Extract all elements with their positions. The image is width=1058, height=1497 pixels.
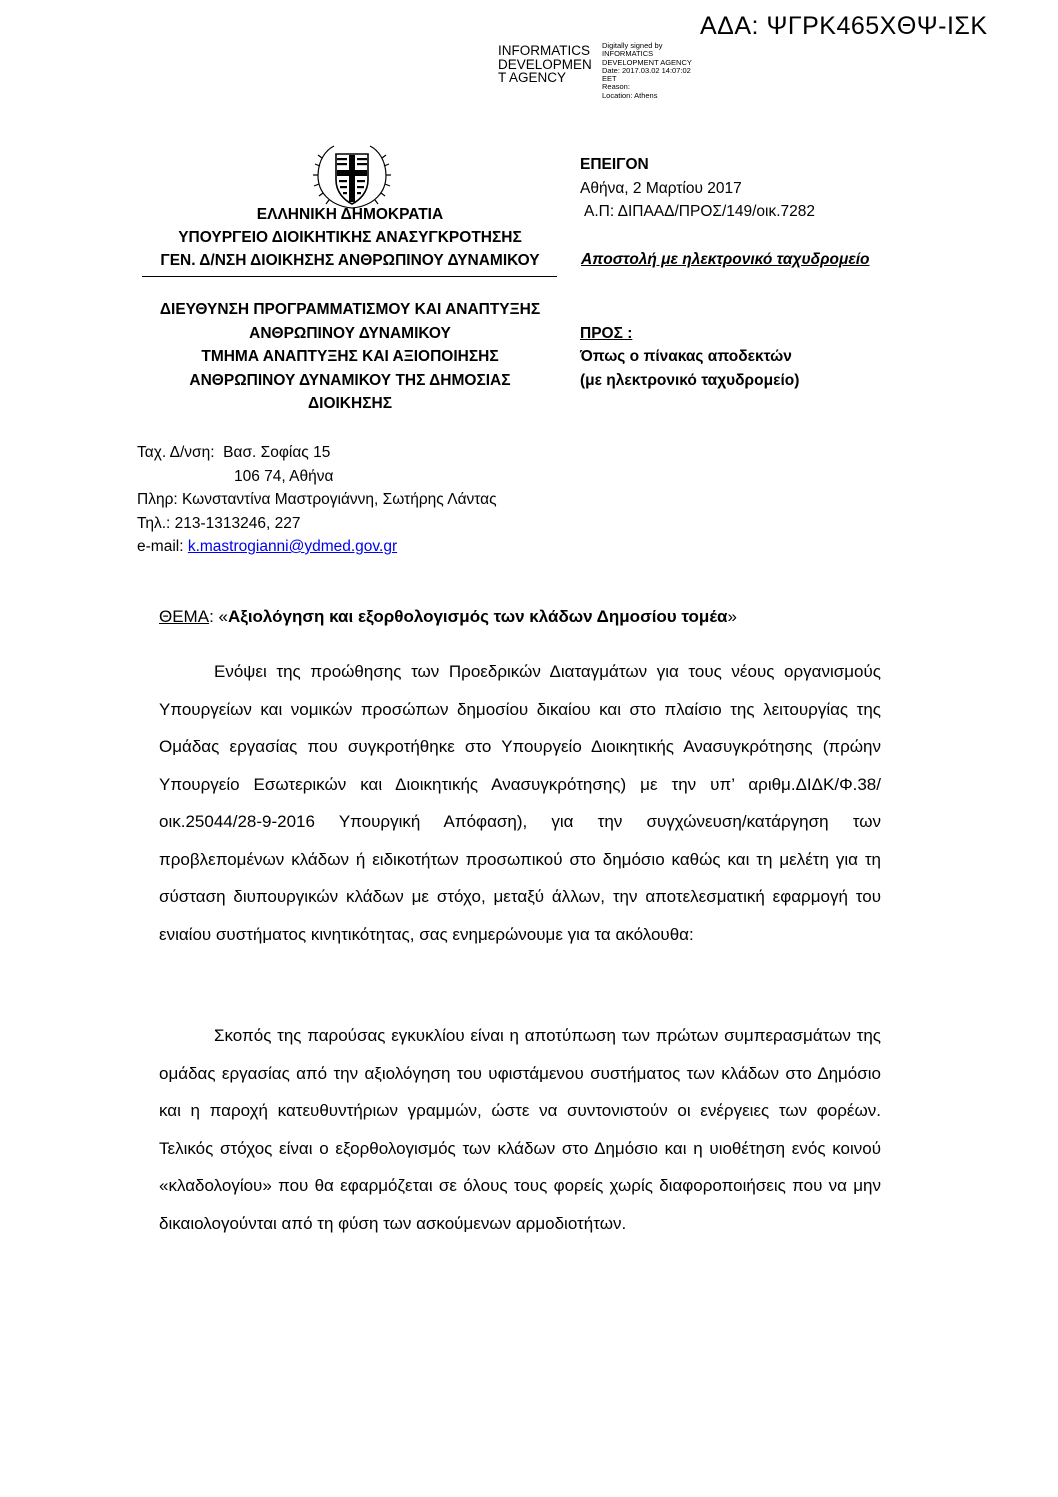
authority-header <box>110 203 590 272</box>
department-line: ΔΙΟΙΚΗΣΗΣ <box>308 395 392 412</box>
signature-details <box>602 42 692 100</box>
signature-detail-line: DEVELOPMENT AGENCY <box>602 57 692 67</box>
signature-org-line: INFORMATICS <box>498 43 590 58</box>
signature-org-line: T AGENCY <box>498 70 567 85</box>
signature-detail-line: Digitally signed by <box>602 41 663 50</box>
recipients-line: Όπως ο πίνακας αποδεκτών <box>580 348 792 365</box>
body-paragraph: Ενόψει της προώθησης των Προεδρικών Διαταγμάτων για τους νέους οργανισμούς Υπουργείων και νομικών προσώπων δημοσίου δικαίου και στο πλαίσιο της λειτουργίας της Ομάδας εργασίας που συγκροτήθηκε στο Υπουργείο Διοικητικής Ανασυγκρότησης (πρώην Υπουργείο Εσωτερικών και Διοικητικής Ανασυγκρότησης) με την υπ’ αριθμ.ΔΙΔΚ/Φ.38/οικ.25044/28-9-2016 Υπουργική Απόφαση), για την συγχώνευση/κατάργηση των προβλεπομένων κλάδων ή ειδικοτήτων προσωπικού στο δημόσιο καθώς και τη μελέτη για τη σύσταση διυπουργικών κλάδων με στόχο, μεταξύ άλλων, την αποτελεσματική εφαρμογή του ενιαίου συστήματος κινητικότητας, σας ενημερώνουμε για τα ακόλουθα: <box>159 662 881 944</box>
recipients-label: ΠΡΟΣ : <box>580 325 633 342</box>
email-label: e-mail: <box>137 538 184 555</box>
signature-organization <box>498 44 592 85</box>
phone: Τηλ.: 213-1313246, 227 <box>137 514 301 532</box>
ada-code: ΑΔΑ: ΨΓΡΚ465ΧΘΨ-ΙΣΚ <box>700 12 988 40</box>
postcode-city: 106 74, Αθήνα <box>234 467 334 485</box>
contact-persons: Πληρ: Κωνσταντίνα Μαστρογιάννη, Σωτήρης Λάντας <box>137 491 497 508</box>
body-paragraph: Σκοπός της παρούσας εγκυκλίου είναι η αποτύπωση των πρώτων συμπερασμάτων της ομάδας εργασίας από την αξιολόγηση του υφιστάμενου συστήματος των κλάδων στο Δημόσιο και η παροχή κατευθυντήριων γραμμών, ώστε να συντονιστούν οι ενέργειες των φορέων. Τελικός στόχος είναι ο εξορθολογισμός των κλάδων στο Δημόσιο και η υιοθέτηση ενός κοινού «κλαδολογίου» που θα εφαρμόζεται σε όλους τους φορείς χωρίς διαφοροποιήσεις που να μην δικαιολογούνται από τη φύση των ασκούμενων αρμοδιοτήτων. <box>159 1026 881 1233</box>
department-line: ΤΜΗΜΑ ΑΝΑΠΤΥΞΗΣ ΚΑΙ ΑΞΙΟΠΟΙΗΣΗΣ <box>201 348 499 365</box>
urgency-label: ΕΠΕΙΓΟΝ <box>580 156 649 173</box>
authority-line: ΓΕΝ. Δ/ΝΣΗ ΔΙΟΙΚΗΣΗΣ ΑΝΘΡΩΠΙΝΟΥ ΔΥΝΑΜΙΚΟΥ <box>160 252 540 269</box>
subject-close: » <box>727 607 737 626</box>
email-line <box>137 535 497 559</box>
subject-line <box>159 607 737 627</box>
contact-block <box>137 441 497 559</box>
signature-org-line: DEVELOPMEN <box>498 56 592 72</box>
header-divider <box>142 276 557 277</box>
signature-detail-line: EET <box>602 74 617 84</box>
delivery-method: Αποστολή με ηλεκτρονικό ταχυδρομείο <box>581 251 870 268</box>
signature-detail-line: Date: 2017.03.02 14:07:02 <box>602 65 691 75</box>
recipients-line: (με ηλεκτρονικό ταχυδρομείο) <box>580 372 800 389</box>
address-label: Ταχ. Δ/νση: <box>137 444 215 461</box>
coat-of-arms-emblem <box>312 140 392 212</box>
department-line: ΑΝΘΡΩΠΙΝΟΥ ΔΥΝΑΜΙΚΟΥ <box>249 324 451 342</box>
department-header <box>110 298 590 416</box>
street: Βασ. Σοφίας 15 <box>223 444 331 461</box>
authority-line: ΥΠΟΥΡΓΕΙΟ ΔΙΟΙΚΗΤΙΚΗΣ ΑΝΑΣΥΓΚΡΟΤΗΣΗΣ <box>178 229 522 246</box>
authority-line: ΕΛΛΗΝΙΚΗ ΔΗΜΟΚΡΑΤΙΑ <box>256 206 444 223</box>
protocol-number: Α.Π: ΔΙΠΑΑΔ/ΠΡΟΣ/149/οικ.7282 <box>584 203 816 220</box>
signature-detail-line: Location: Athens <box>602 90 658 100</box>
signature-detail-line: INFORMATICS <box>602 49 654 59</box>
department-line: ΑΝΘΡΩΠΙΝΟΥ ΔΥΝΑΜΙΚΟΥ ΤΗΣ ΔΗΜΟΣΙΑΣ <box>189 371 511 389</box>
subject-label: ΘΕΜΑ <box>159 607 210 626</box>
department-line: ΔΙΕΥΘΥΝΣΗ ΠΡΟΓΡΑΜΜΑΤΙΣΜΟΥ ΚΑΙ ΑΝΑΠΤΥΞΗΣ <box>159 301 541 318</box>
signature-detail-line: Reason: <box>602 82 630 92</box>
email-link[interactable]: k.mastrogianni@ydmed.gov.gr <box>187 538 398 555</box>
subject-separator: : « <box>209 607 228 626</box>
subject-text: Αξιολόγηση και εξορθολογισμός των κλάδων Δημοσίου τομέα <box>227 607 728 626</box>
place-date: Αθήνα, 2 Μαρτίου 2017 <box>580 180 742 197</box>
address-line <box>137 441 497 465</box>
